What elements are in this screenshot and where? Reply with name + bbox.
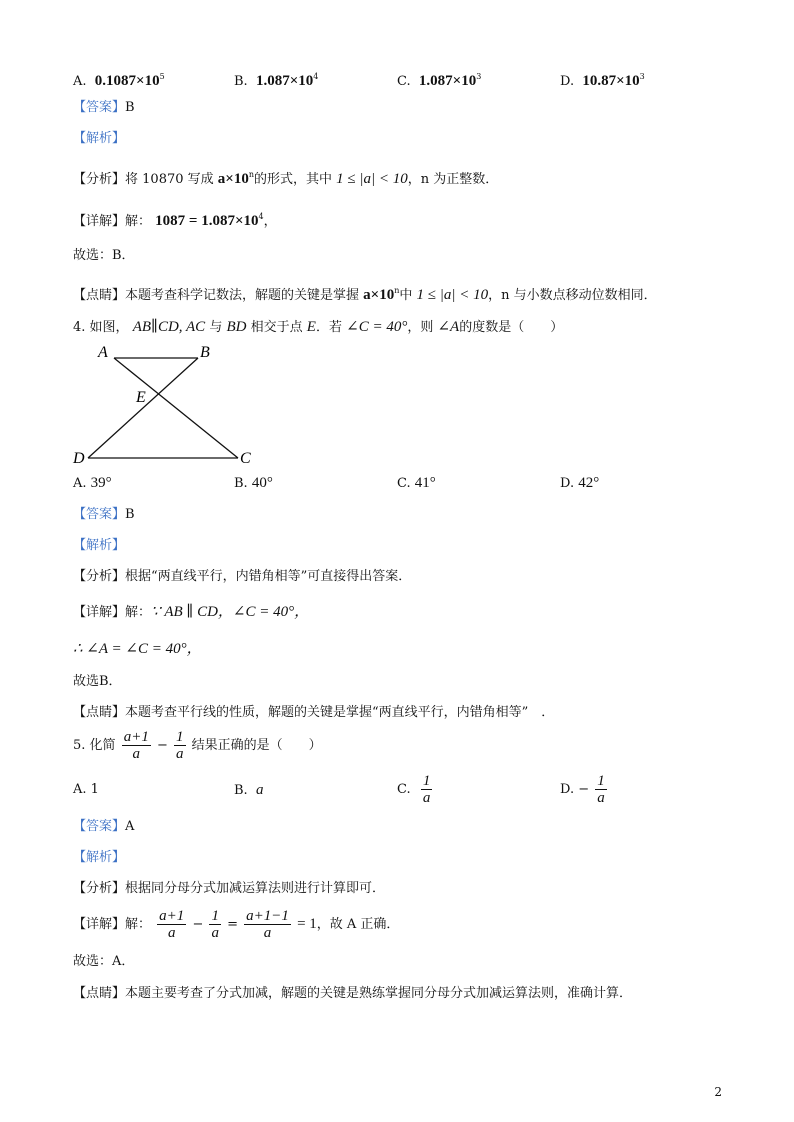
q4-stem: 4. 如图， AB∥CD, AC 与 BD 相交于点 E．若 ∠C = 40°，则 ∠A的度数是（ ） [73,319,564,335]
q4-jiexi: 【解析】 [73,538,126,553]
q3-option-b: B. $1.087\times 10^4$ [234,72,319,89]
q5-option-b: B. a [234,782,264,798]
q3-guxuan: 故选：B． [73,248,135,263]
q4-xiangjie: 【详解】解：∵ AB ∥ CD，∠C = 40°， [73,604,310,620]
q4-option-c: C. 41° [397,475,436,491]
q3-option-c: C. $1.087\times 10^3$ [397,72,482,89]
segment-bd [88,358,198,458]
q4-option-a: A. 39° [73,475,112,491]
label-b: B [200,344,210,361]
q3-fenxi: 【分析】将 10870 写成 $a\times 10^n$的形式，其中 1 ≤ |a| < 10，n 为正整数． [73,170,499,187]
q5-option-a: A. 1 [73,782,99,797]
q4-fenxi: 【分析】根据“两直线平行，内错角相等”可直接得出答案． [73,569,412,584]
geometry-figure [70,340,270,470]
q5-dianjing: 【点睛】本题主要考查了分式加减，解题的关键是熟练掌握同分母分式加减运算法则，准确计算． [73,986,633,1001]
q3-option-a: A. $0.1087\times 10^5$ [73,72,165,89]
q5-answer: 【答案】A [73,819,135,834]
q4-dianjing: 【点睛】本题考查平行线的性质，解题的关键是掌握“两直线平行，内错角相等” ． [73,705,555,720]
q3-dianjing: 【点睛】本题考查科学记数法，解题的关键是掌握 $a\times 10^n$中 1 ≤ |a| < 10，n 与小数点移动位数相同． [73,286,657,303]
q4-therefore: ∴ ∠A = ∠C = 40°， [73,641,202,657]
q5-guxuan: 故选：A． [73,954,135,969]
label-d: D [73,450,85,467]
q5-option-c: C. $\frac{1}{a}$ [397,773,431,806]
label-e: E [136,389,146,406]
q5-xiangjie: 【详解】解： $\frac{a+1}{a}$ − $\frac{1}{a}$ = $\frac{a+1-1}{a}$ = 1，故 A 正确． [73,908,400,941]
q5-fenxi: 【分析】根据同分母分式加减运算法则进行计算即可． [73,881,386,896]
q3-jiexi: 【解析】 [73,131,126,146]
q5-frac1: $\frac{a+1}{a}$ [123,729,149,762]
segment-ac [114,358,238,458]
q5-frac2: $\frac{1}{a}$ [176,729,184,762]
page-number: 2 [714,1085,722,1099]
q5-option-d: D. − $\frac{1}{a}$ [560,773,605,806]
q4-option-b: B. 40° [234,475,273,491]
q3-answer: 【答案】B [73,100,135,115]
q4-answer: 【答案】B [73,507,135,522]
q5-jiexi: 【解析】 [73,850,126,865]
q4-guxuan: 故选B． [73,674,122,689]
q3-option-d: D. $10.87\times 10^3$ [560,72,645,89]
q4-option-d: D. 42° [560,475,600,491]
label-a: A [98,344,108,361]
q5-stem: 5. 化简 $\frac{a+1}{a}$ − $\frac{1}{a}$ 结果正确的是（ ） [73,729,322,762]
q3-xiangjie: 【详解】解： $1087 = 1.087\times 10^4$， [73,212,277,229]
label-c: C [240,450,251,467]
